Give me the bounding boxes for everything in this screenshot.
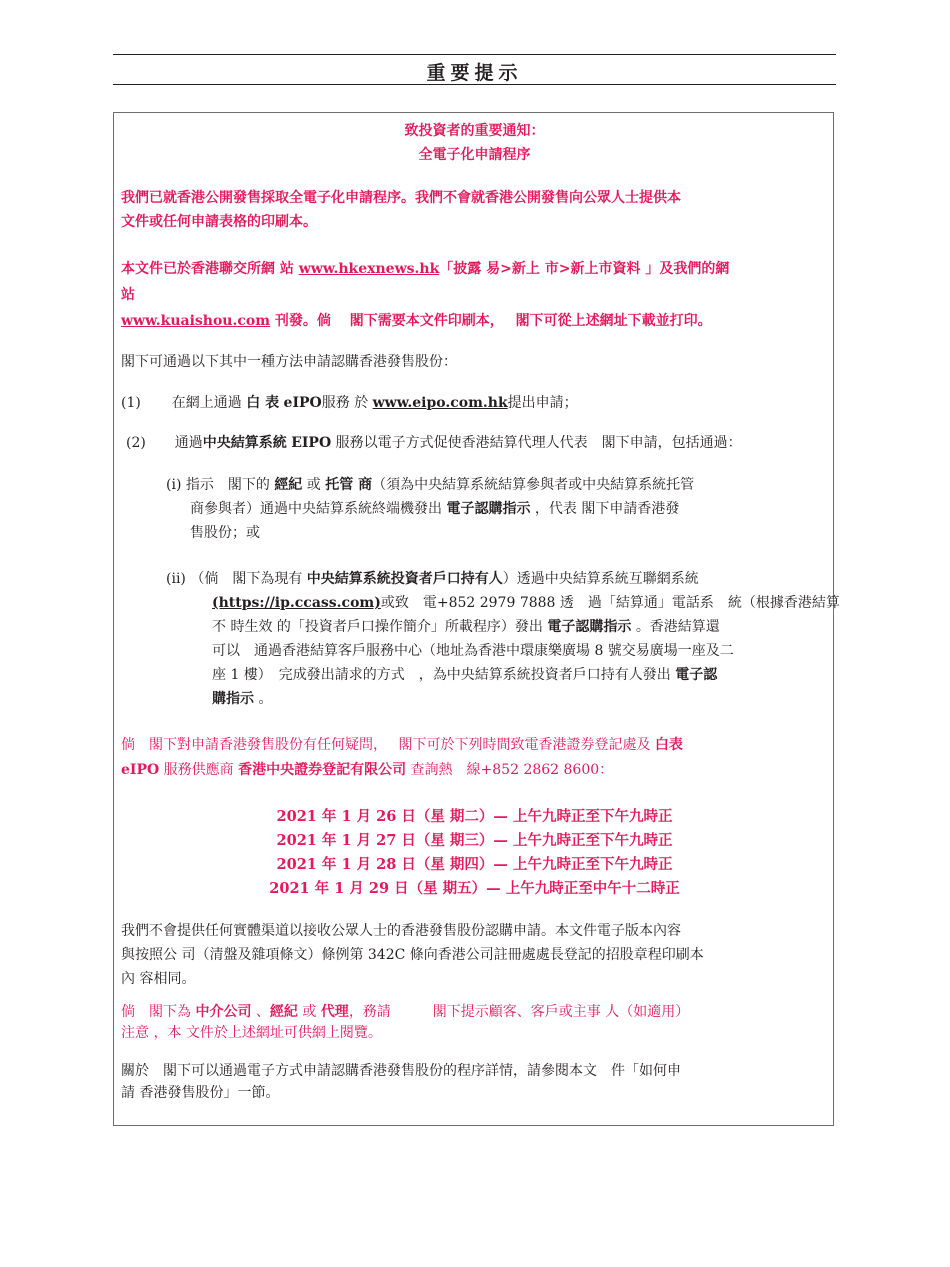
sub-ii-text-c: ）透過中央結算系統互聯網系統 (502, 571, 699, 587)
sub-ii-text-l6c: 。 (258, 691, 273, 707)
ccass-link[interactable]: (https://ip.ccass.com) (212, 595, 381, 611)
para2-line2: 站 (121, 287, 135, 303)
sub-ii-line4: 可以 通過香港結算客戶服務中心（地址為香港中環康樂廣場 8 號交易廣場一座及二 (212, 643, 734, 659)
sub-ii-line6 (212, 687, 926, 711)
enquiry-line1 (121, 733, 835, 757)
sub-ii-line2 (212, 591, 926, 615)
para2-text-b: 「披露 易>新上 市>新上市資料 」及我們的網 (439, 261, 730, 277)
custodian-label: 托管 商 (325, 477, 373, 493)
method-2 (126, 431, 840, 455)
electronic-instruction-label: 電子認購指示 (446, 501, 531, 517)
para2-line3 (121, 309, 835, 333)
para6-or: 或 (302, 1004, 317, 1020)
sub-i-text-e: （須為中央結算系統結算參與者或中央結算系統托管 (372, 477, 695, 493)
electronic-instruction-label-3b: 購指示 (212, 691, 254, 707)
para6-line2: 注意 ，本 文件於上述網址可供網上閱覽。 (121, 1025, 382, 1041)
page-title: 重要提示 (426, 62, 523, 84)
method-2-text-d: 服務以電子方式促使香港結算代理人代表 閣下申請，包括通過： (335, 435, 742, 451)
sub-ii-text-l3: 不 時生效 的「投資者戶口操作簡介」所載程序）發出 (212, 619, 543, 635)
para7-line1: 關於 閣下可以通過電子方式申請認購香港發售股份的程序詳情，請參閱本文 件「如何申 (121, 1063, 681, 1079)
hotline-date-4: 2021 年 1 月 29 日（星 期五）— 上午九時正至中午十二時正 (269, 880, 680, 897)
notice-heading-1: 致投資者的重要通知： (404, 123, 545, 139)
method-1 (121, 391, 835, 415)
sub-ii-line3 (212, 615, 926, 639)
sub-ii-text-l2: 或致 電+852 2979 7888 透 過「結算通」電話系 統（根據香港結算 (380, 595, 840, 611)
para1-line2: 文件或任何申請表格的印刷本。 (121, 214, 317, 230)
sub-i-or: 或 (306, 477, 321, 493)
sub-i-text-a: (i) 指示 閣下的 (166, 477, 270, 493)
notice-heading-2: 全電子化申請程序 (418, 147, 531, 163)
para2-text-c: 刊發。倘 閣下需要本文件印刷本， 閣下可從上述網址下載並打印。 (274, 313, 712, 329)
hotline-date-3: 2021 年 1 月 28 日（星 期四）— 上午九時正至下午九時正 (276, 856, 673, 873)
sub-i-line2 (190, 497, 904, 521)
enquiry-text-b: 服務供應商 (163, 762, 234, 778)
para6-text-a: 倘 閣下為 (121, 1004, 191, 1020)
sub-ii-line1 (166, 567, 880, 591)
eipo-label-2: eIPO (121, 762, 160, 778)
enquiry-text-a: 倘 閣下對申請香港發售股份有任何疑問， 閣下可於下列時間致電香港證券登記處及 (121, 737, 651, 753)
registrar-name: 香港中央證券登記有限公司 (238, 762, 407, 778)
method-2-text-a: 通過 (174, 435, 203, 451)
sub-i-text-l2: 商參與者）通過中央結算系統終端機發出 (190, 501, 442, 517)
electronic-instruction-label-3a: 電子認 (675, 667, 718, 683)
sub-ii-text-l5: 座 1 樓） 完成發出請求的方式 ，為中央結算系統投資者戶口持有人發出 (212, 667, 671, 683)
sub-ii-text-l3c: 。香港結算還 (635, 619, 720, 635)
enquiry-line2 (121, 758, 835, 782)
sub-ii-line5 (212, 663, 926, 687)
para5-line1: 我們不會提供任何實體渠道以接收公眾人士的香港發售股份認購申請。本文件電子版本內容 (121, 923, 681, 939)
method-1-text-e: 提出申請； (507, 395, 578, 411)
electronic-instruction-label-2: 電子認購指示 (547, 619, 632, 635)
agent-label: 代理 (320, 1004, 349, 1020)
method-1-number: (1) (121, 395, 141, 411)
para6-sep: 、 (255, 1004, 270, 1020)
white-form-label: 白 表 (246, 395, 280, 411)
eipo-link[interactable]: www.eipo.com.hk (372, 395, 508, 411)
para2-line1 (121, 257, 835, 281)
para5-line3: 內 容相同。 (121, 971, 196, 987)
kuaishou-link[interactable]: www.kuaishou.com (121, 313, 271, 329)
para5-line2: 與按照公 司（清盤及雜項條文）條例第 342C 條向香港公司註冊處處長登記的招股章程印刷本 (121, 947, 704, 963)
title-rule (113, 84, 836, 85)
sub-i-text-l2c: ，代表 閣下申請香港發 (534, 501, 680, 517)
method-2-number: (2) (126, 435, 146, 451)
para1-line1: 我們已就香港公開發售採取全電子化申請程序。我們不會就香港公開發售向公眾人士提供本 (121, 190, 681, 206)
methods-intro: 閣下可通過以下其中一種方法申請認購香港發售股份： (121, 354, 457, 370)
hotline-date-1: 2021 年 1 月 26 日（星 期二）— 上午九時正至下午九時正 (276, 808, 673, 825)
sub-i-line3: 售股份；或 (190, 525, 260, 541)
sub-ii-text-a: (ii) （倘 閣下為現有 (166, 571, 303, 587)
method-1-text-d: 服務 於 (321, 395, 369, 411)
para6-text-g: ，務請 閣下提示顧客、客戶或主事 人（如適用） (348, 1004, 690, 1020)
para2-text-a: 本文件已於香港聯交所網 站 (121, 261, 294, 277)
broker-label-2: 經紀 (269, 1004, 298, 1020)
hotline-text: 查詢熱 線+852 2862 8600： (410, 762, 614, 778)
para7-line2: 請 香港發售股份」一節。 (121, 1085, 280, 1101)
hotline-date-2: 2021 年 1 月 27 日（星 期三）— 上午九時正至下午九時正 (276, 832, 673, 849)
eipo-label: eIPO (283, 395, 322, 411)
sub-i-line1 (166, 473, 880, 497)
intermediary-label: 中介公司 (195, 1004, 252, 1020)
white-form-label-2: 白表 (654, 737, 683, 753)
top-rule (113, 54, 836, 55)
ccass-eipo-label: EIPO (291, 435, 332, 451)
ccass-label: 中央結算系統 (202, 435, 287, 451)
method-1-text-a: 在網上通過 (171, 395, 242, 411)
investor-participant-label: 中央結算系統投資者戶口持有人 (306, 571, 503, 587)
hkexnews-link[interactable]: www.hkexnews.hk (298, 261, 440, 277)
broker-label: 經紀 (274, 477, 303, 493)
